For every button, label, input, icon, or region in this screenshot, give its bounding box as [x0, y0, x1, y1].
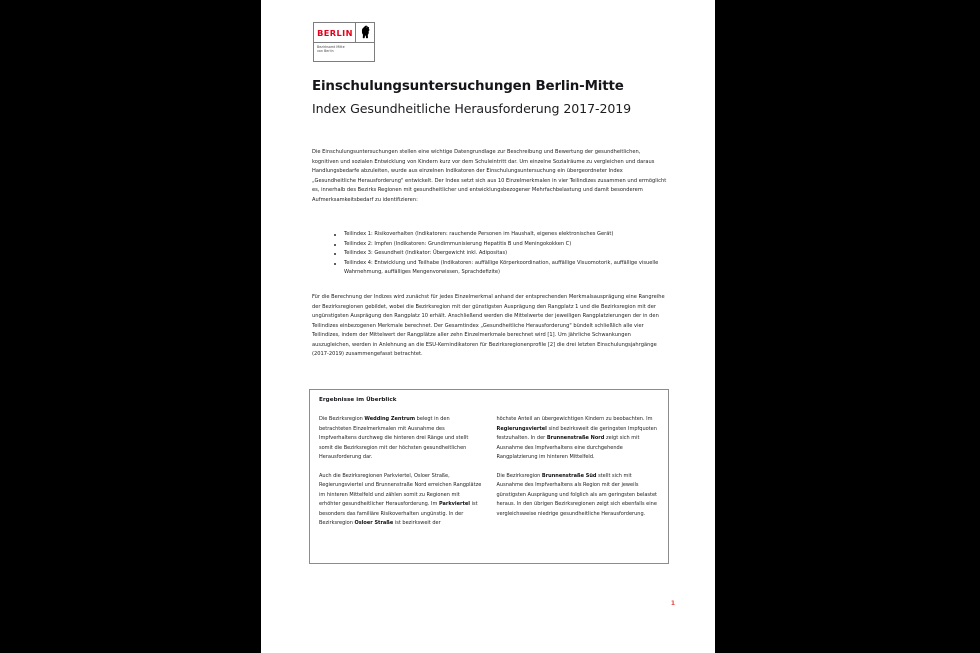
- page-number: 1: [670, 600, 675, 607]
- page-title: Einschulungsuntersuchungen Berlin-Mitte: [312, 79, 624, 94]
- region-name: Osloer Straße: [354, 520, 394, 526]
- logo-subtitle-line1: Bezirksamt Mitte: [317, 45, 345, 49]
- berlin-logo: [313, 22, 375, 62]
- teilindex-list: [331, 230, 671, 278]
- results-text: ist bezirksweit der: [393, 520, 441, 526]
- list-item: Teilindex 2: Impfen (Indikatoren: Grundimmunisierung Hepatitis B und Meningokokken C): [331, 240, 671, 250]
- results-text: belegt in den betrachteten Einzelmerkmalen mit Ausnahme des Impfverhaltens durchweg die hinteren drei Ränge und stellt somit die Bezirksregion mit der höchsten gesundheitlichen Herausforderung dar.: [319, 416, 469, 460]
- list-item: Teilindex 3: Gesundheit (Indikator: Übergewicht inkl. Adipositas): [331, 249, 671, 259]
- results-paragraph: [319, 472, 482, 529]
- results-text: stellt sich mit Ausnahme des Impfverhaltens als Region mit der jeweils günstigsten Ausprägung und folglich als am geringsten belastet heraus. In den übrigen Bezirksregionen zeigt sich ebenfalls eine vergleichsweise niedrige gesundheitliche Herausforderung.: [496, 472, 657, 517]
- region-name: Regierungsviertel: [496, 425, 547, 432]
- results-paragraph: [319, 415, 482, 463]
- document-page: [261, 0, 715, 653]
- results-right-column: [497, 415, 660, 529]
- results-left-column: [319, 415, 482, 529]
- results-box-title: Ergebnisse im Überblick: [319, 397, 397, 403]
- results-box-columns: [319, 415, 659, 529]
- intro-paragraph: Die Einschulungsuntersuchungen stellen eine wichtige Datengrundlage zur Beschreibung und Bewertung der gesundheitlichen, kognitiven und sozialen Entwicklung von Kindern kurz vor dem Schuleintritt dar. Um einzelne Sozialräume zu vergleichen und daraus Handlungsbedarfe abzuleiten, wurde aus einzelnen Indikatoren der Einschulungsuntersuchung ein übergeordneter Index „Gesundheitliche Herausforderung" entwickelt. Der Index setzt sich aus 10 Einzelmerkmalen in vier Teilindizes zusammen und ermöglicht es, innerhalb des Bezirks Regionen mit gesundheitlicher und entwicklungsbezogener Mehrfachbelastung und damit besonderem Aufmerksamkeitsbedarf zu identifizieren:: [312, 149, 667, 203]
- region-name: Brunnenstraße Süd: [541, 472, 597, 479]
- logo-subtitle-line2: von Berlin: [317, 49, 334, 54]
- region-name: Wedding Zentrum: [364, 416, 416, 422]
- results-text: Die Bezirksregion: [319, 416, 365, 422]
- region-name: Brunnenstraße Nord: [546, 435, 605, 441]
- results-text: zeigt sich mit Ausnahme des Impfverhaltens eine durchgehende Rangplatzierung im hinteren Mittelfeld.: [496, 435, 640, 460]
- results-paragraph: [497, 415, 660, 463]
- list-item: Teilindex 1: Risikoverhalten (Indikatoren: rauchende Personen im Haushalt, eigenes elektronisches Gerät): [331, 230, 671, 240]
- results-summary-box: [309, 389, 669, 564]
- results-text: höchste Anteil an übergewichtigen Kindern zu beobachten. Im: [496, 416, 653, 422]
- logo-top-row: [314, 23, 374, 43]
- berlin-bear-icon: [355, 23, 374, 42]
- results-paragraph: [497, 472, 660, 520]
- page-subtitle: Index Gesundheitliche Herausforderung 2017-2019: [312, 101, 632, 116]
- region-name: Parkviertel: [438, 501, 470, 507]
- results-text: Die Bezirksregion: [496, 472, 542, 479]
- berlin-wordmark: BERLIN: [317, 27, 353, 38]
- method-paragraph: Für die Berechnung der Indizes wird zunächst für jedes Einzelmerkmal anhand der entsprechenden Merkmalsausprägung eine Rangreihe der Bezirksregionen gebildet, wobei die Bezirksregion mit der günstigsten Ausprägung den Rangplatz 1 und die Bezirksregion mit der ungünstigsten Ausprägung den Rangplatz 10 erhält. Anschließend werden die Mittelwerte der jeweiligen Rangplatzierungen der in den Teilindizes einbezogenen Merkmale berechnet. Der Gesamtindex „Gesundheitliche Herausforderung" bündelt schließlich alle vier Teilindizes, indem der Mittelwert der Rangplätze aller zehn Einzelmerkmale berechnet wird [1]. Um jährliche Schwankungen auszugleichen, werden in Anlehnung an die ESU-Kernindikatoren für Bezirksregionenprofile [2] die drei letzten Einschulungsjahrgänge (2017-2019) zusammengefasst betrachtet.: [312, 294, 665, 358]
- results-text: Auch die Bezirksregionen Parkviertel, Osloer Straße, Regierungsviertel und Brunnenstraße Nord erreichen Rangplätze im hinteren Mittelfeld und zählen somit zu Regionen mit erhöhter gesundheitlicher Herausforderung. Im: [319, 472, 482, 507]
- results-text: sind bezirksweit die geringsten Impfquoten festzuhalten. In der: [496, 425, 657, 441]
- results-text: ist besonders das familiäre Risikoverhalten ungünstig. In der Bezirksregion: [319, 501, 478, 526]
- list-item: Teilindex 4: Entwicklung und Teilhabe (Indikatoren: auffällige Körperkoordination, auffällige Visuomotorik, auffällige visuelle Wahrnehmung, auffälliges Mengenvorwissen, Sprachdefizite): [331, 259, 671, 278]
- logo-subtitle: [314, 43, 374, 62]
